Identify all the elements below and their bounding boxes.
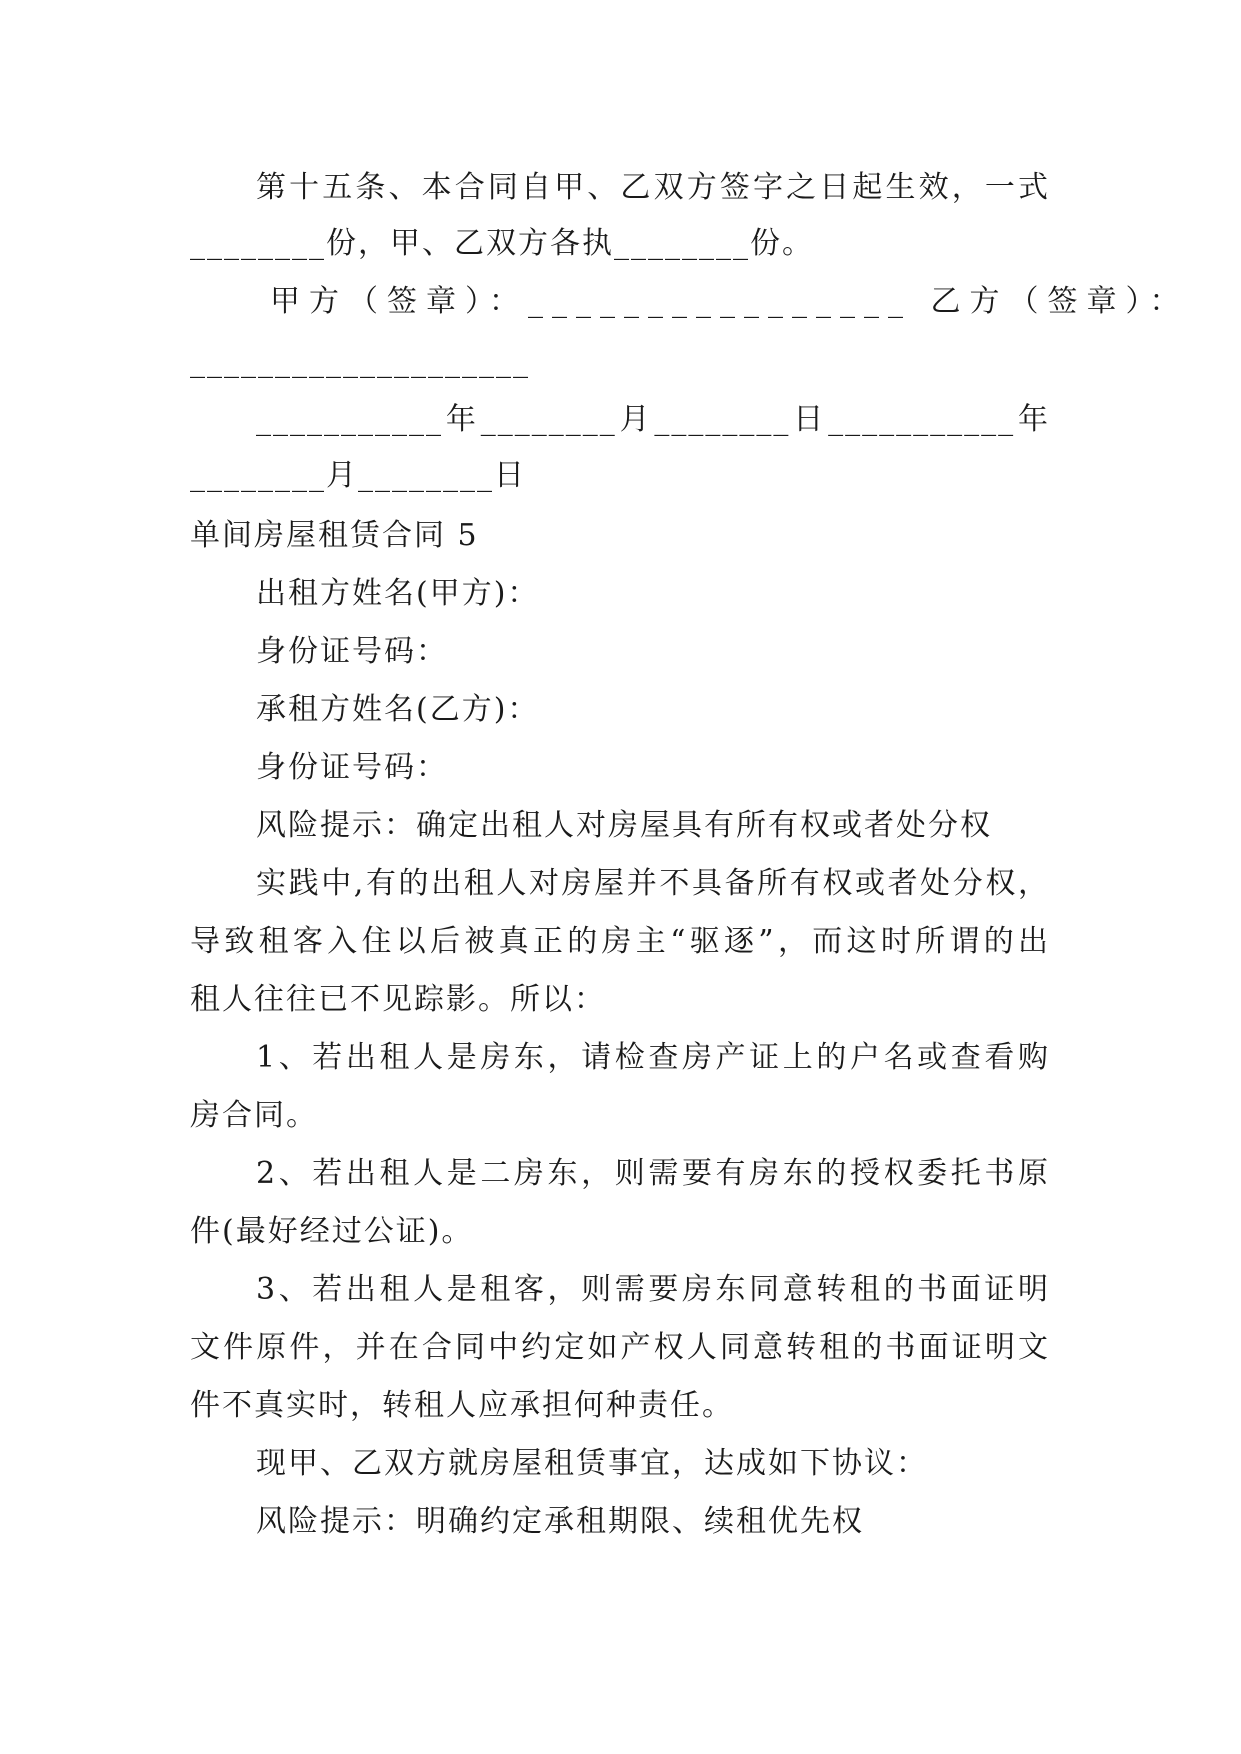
lessee-name-field: 承租方姓名(乙方)： <box>256 692 540 727</box>
date-line-2: ________月________日 <box>190 458 526 493</box>
item-1-line-2: 房合同。 <box>190 1098 318 1133</box>
signature-line-1: 甲方（签章）：________________ 乙方（签章）： <box>270 284 1189 319</box>
paragraph-1-line-2: 导致租客入住以后被真正的房主“驱逐”，而这时所谓的出 <box>190 924 1050 959</box>
item-2-line-2: 件(最好经过公证)。 <box>190 1214 474 1249</box>
risk-notice-1: 风险提示：确定出租人对房屋具有所有权或者处分权 <box>256 808 992 843</box>
article-15-line-1: 第十五条、本合同自甲、乙双方签字之日起生效，一式 <box>256 170 1050 205</box>
risk-notice-2: 风险提示：明确约定承租期限、续租优先权 <box>256 1504 864 1539</box>
item-1-line-1: 1、若出租人是房东，请检查房产证上的户名或查看购 <box>256 1040 1050 1075</box>
date-line-1: ___________年________月________日___________年 <box>256 402 1050 437</box>
contract-title: 单间房屋租赁合同 5 <box>190 518 479 553</box>
item-2-line-1: 2、若出租人是二房东，则需要有房东的授权委托书原 <box>256 1156 1050 1191</box>
article-15-line-2: ________份，甲、乙双方各执________份。 <box>190 226 814 261</box>
lessor-id-field: 身份证号码： <box>256 634 448 669</box>
paragraph-1-line-1: 实践中,有的出租人对房屋并不具备所有权或者处分权， <box>256 866 1050 901</box>
lessee-id-field: 身份证号码： <box>256 750 448 785</box>
paragraph-1-line-3: 租人往往已不见踪影。所以： <box>190 982 606 1017</box>
agreement-intro: 现甲、乙双方就房屋租赁事宜，达成如下协议： <box>256 1446 928 1481</box>
item-3-line-3: 件不真实时，转租人应承担何种责任。 <box>190 1388 734 1423</box>
item-3-line-1: 3、若出租人是租客，则需要房东同意转租的书面证明 <box>256 1272 1050 1307</box>
signature-line-2: ____________________ <box>190 344 530 379</box>
lessor-name-field: 出租方姓名(甲方)： <box>256 576 540 611</box>
item-3-line-2: 文件原件，并在合同中约定如产权人同意转租的书面证明文 <box>190 1330 1050 1365</box>
